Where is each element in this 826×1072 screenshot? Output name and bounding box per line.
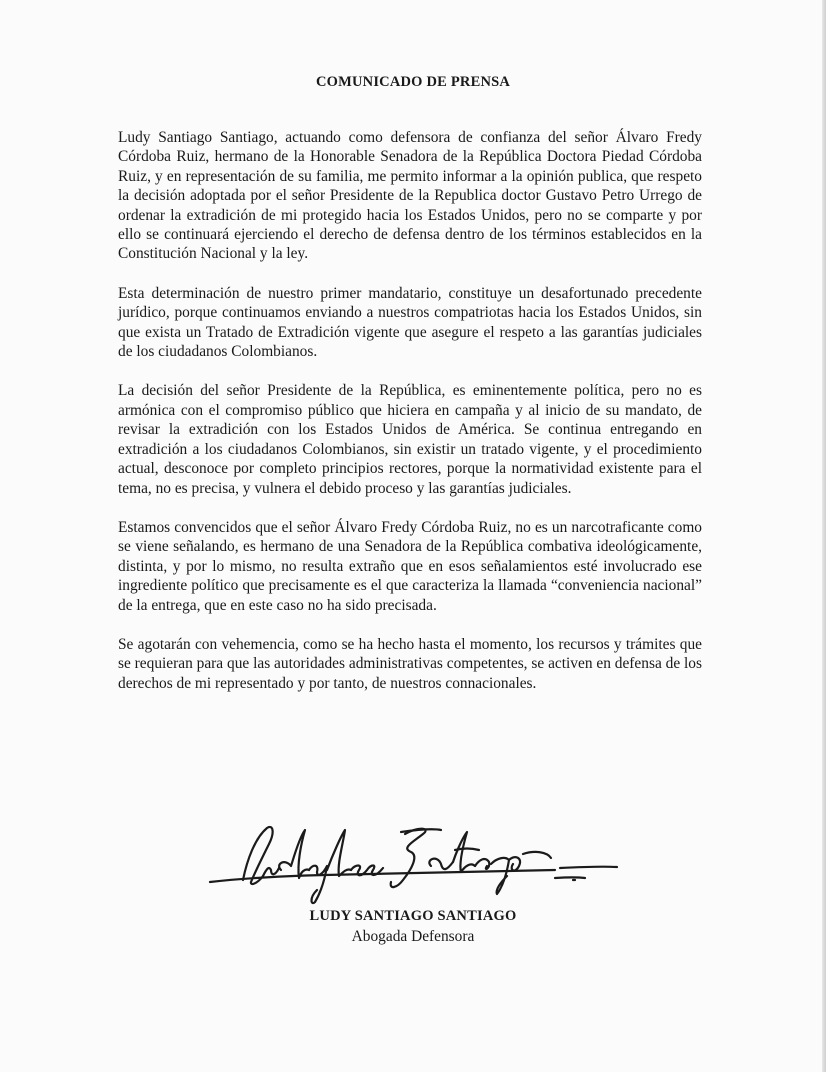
paragraph-3: La decisión del señor Presidente de la República, es eminentemente política, pero no es armónica con el compromiso público que hiciera en campaña y al inicio de su mandato, de revisar la extradición con los Estados Unidos de América. Se continua entregando en extradición a los ciudadanos Colombianos, sin existir un tratado vigente, y el procedimiento actual, desconoce por completo principios rectores, porque la normatividad existente para el tema, no es precisa, y vulnera el debido proceso y las garantías judiciales. (118, 382, 702, 497)
paragraph-5: Se agotarán con vehemencia, como se ha hecho hasta el momento, los recursos y trámites que se requieran para que las autoridades administrativas competentes, se activen en defensa de los derechos de mi representado y por tanto, de nuestros connacionales. (118, 635, 702, 692)
paragraph-2: Esta determinación de nuestro primer mandatario, constituye un desafortunado precedente jurídico, porque continuamos enviando a nuestros compatriotas hacia los Estados Unidos, sin que exista un Tratado de Extradición vigente que asegure el respeto a las garantías judiciales de los ciudadanos Colombianos. (118, 284, 702, 361)
paragraph-4: Estamos convencidos que el señor Álvaro Fredy Córdoba Ruiz, no es un narcotraficante como se viene señalando, es hermano de una Senadora de la República combativa ideológicamente, distinta, y por lo mismo, no resulta extraño que en esos señalamientos esté involucrado ese ingrediente político que precisamente es el que caracteriza la llamada “conveniencia nacional” de la entrega, que en este caso no ha sido precisada. (118, 518, 702, 614)
document-title: COMUNICADO DE PRENSA (315, 74, 511, 90)
signer-role: Abogada Defensora (351, 928, 475, 945)
document-body (118, 128, 702, 713)
signer-name: LUDY SANTIAGO SANTIAGO (309, 908, 517, 924)
handwritten-signature (205, 820, 625, 910)
paragraph-1: Ludy Santiago Santiago, actuando como defensora de confianza del señor Álvaro Fredy Córdoba Ruiz, hermano de la Honorable Senadora de la República Doctora Piedad Córdoba Ruiz, y en representación de su familia, me permito informar a la opinión publica, que respeto la decisión adoptada por el señor Presidente de la Republica doctor Gustavo Petro Urrego de ordenar la extradición de mi protegido hacia los Estados Unidos, pero no se comparte y por ello se continuará ejerciendo el derecho de defensa dentro de los términos establecidos en la Constitución Nacional y la ley. (118, 129, 702, 263)
